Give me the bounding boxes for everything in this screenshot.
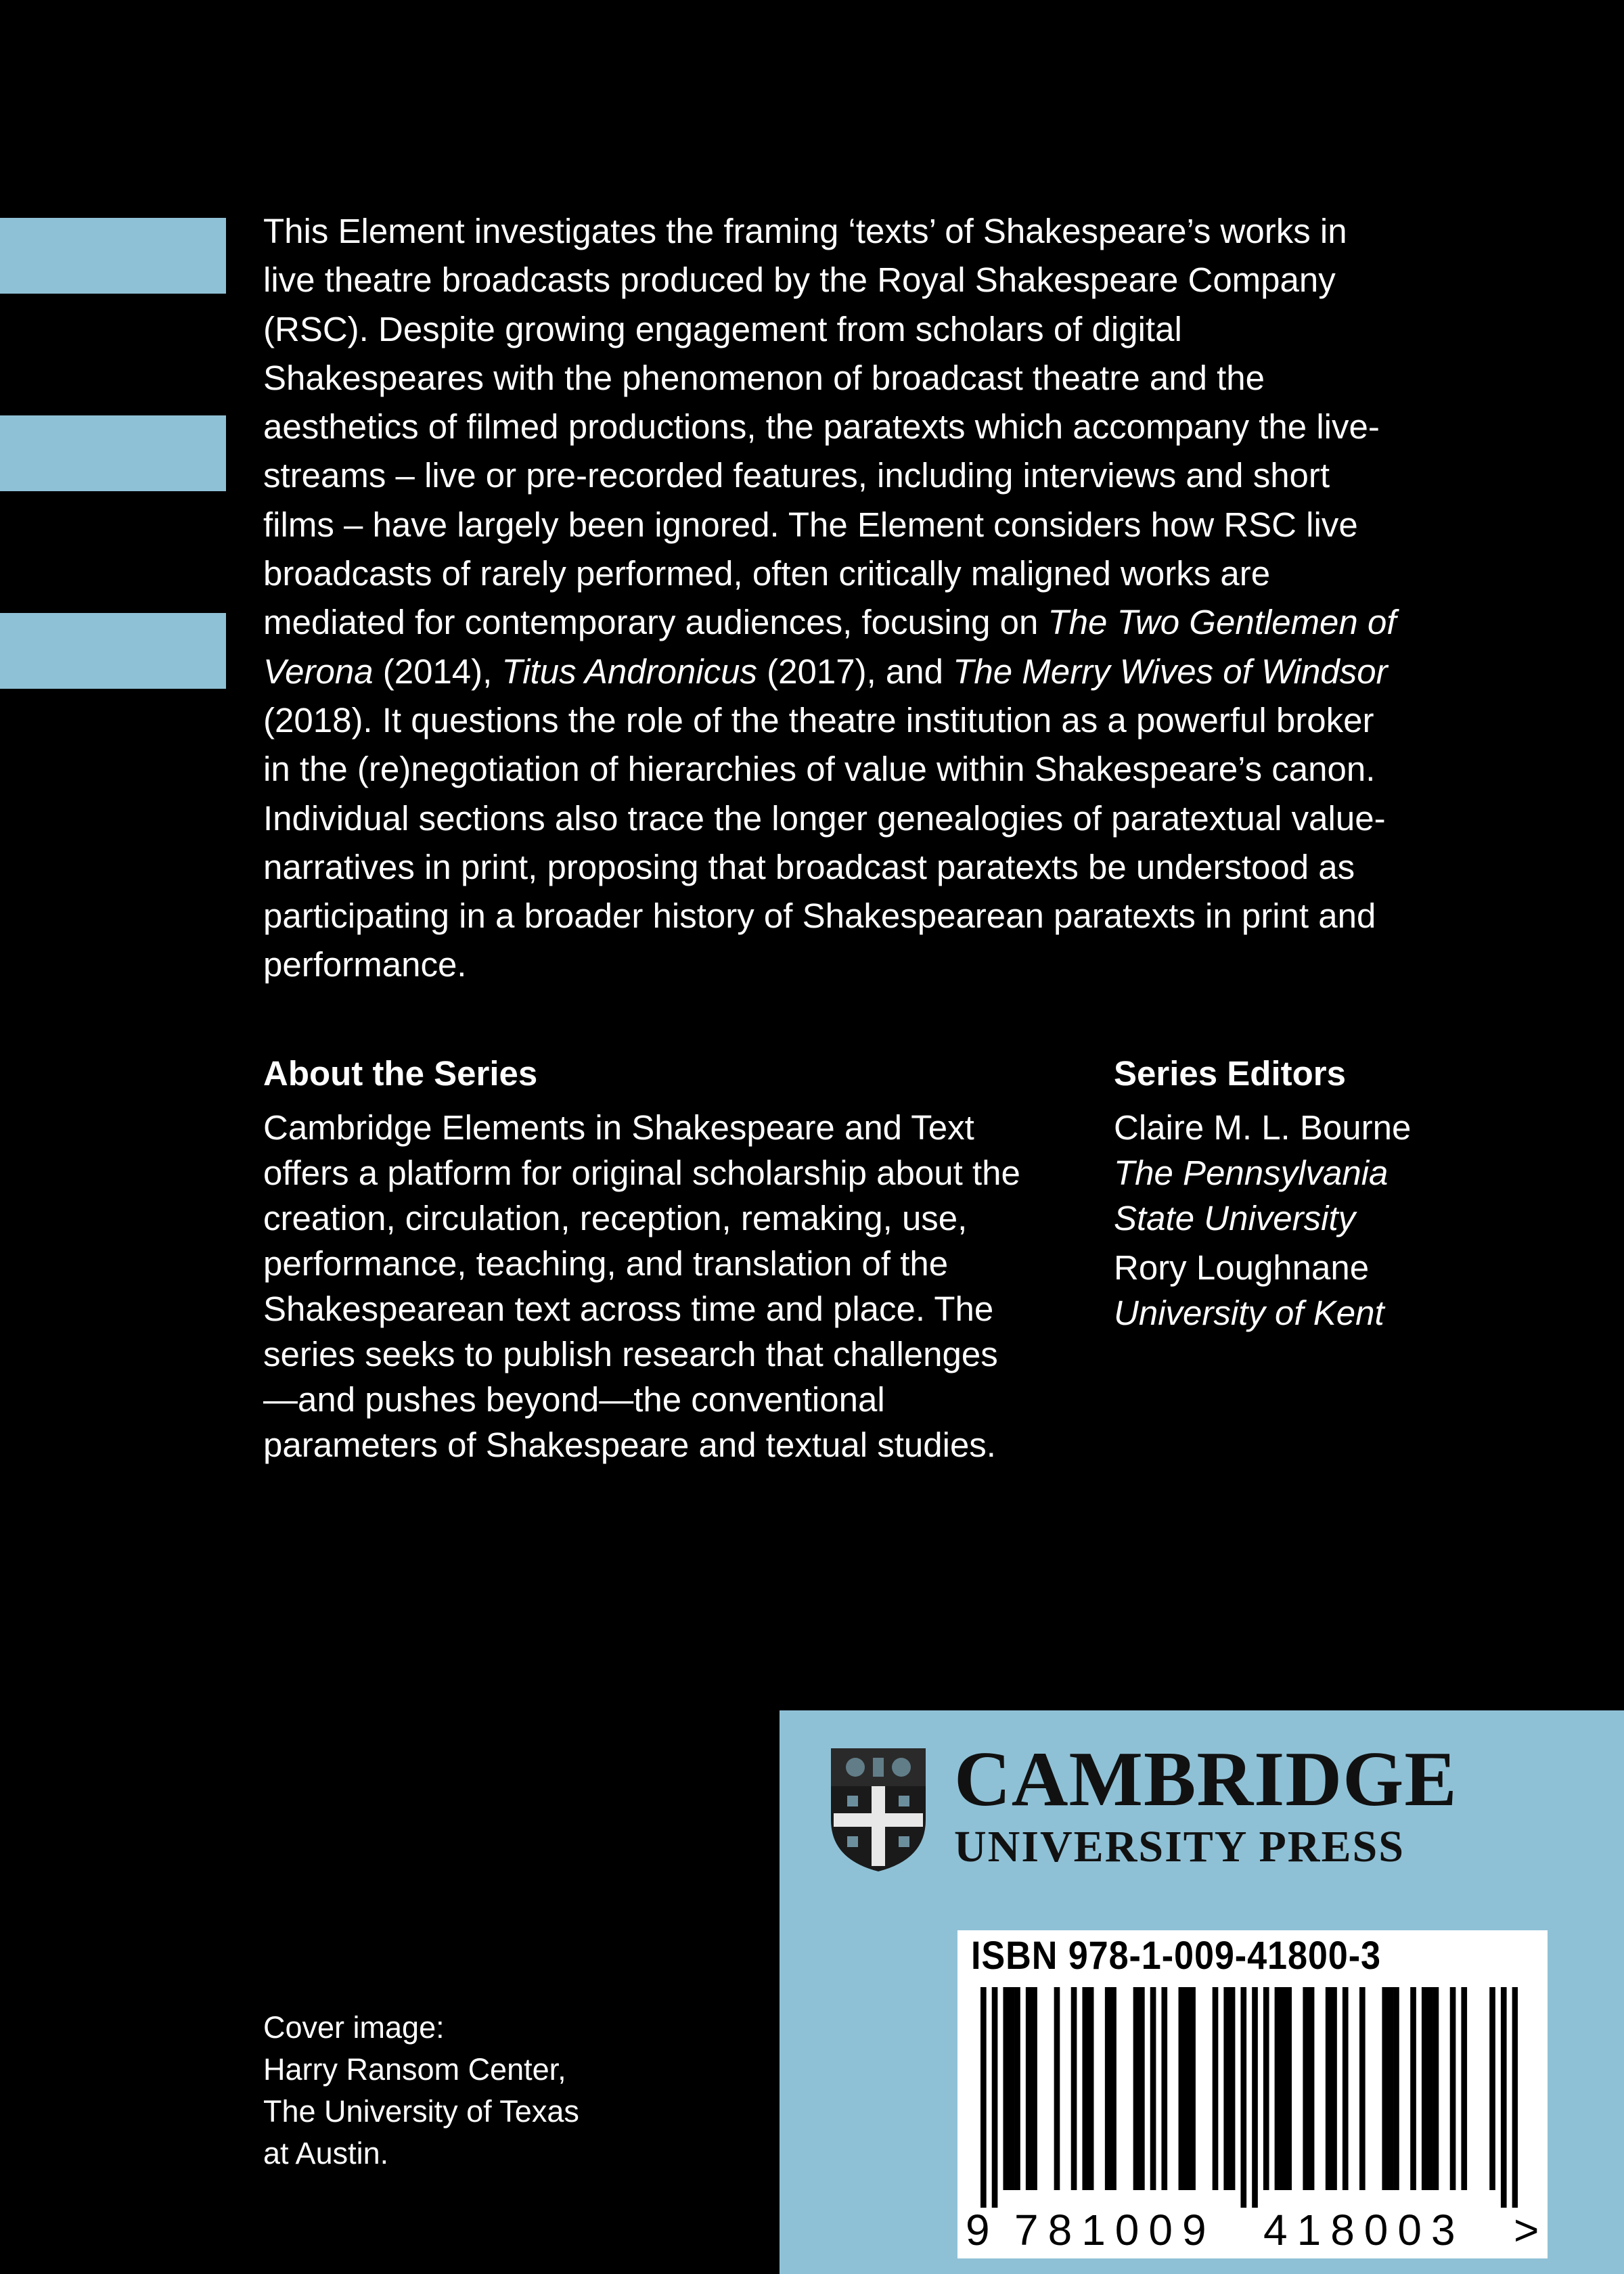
barcode-bar [1388, 1987, 1394, 2190]
editor-affiliation: State University [1114, 1199, 1356, 1237]
barcode-bar [1393, 1987, 1399, 2190]
barcode-bar [1326, 1987, 1332, 2190]
ean-quiet-marker: > [1514, 2206, 1539, 2254]
barcode-bar [1427, 1987, 1433, 2190]
barcode-bar [1054, 1987, 1060, 2190]
barcode-bar [1382, 1987, 1388, 2190]
editor-entry [1114, 1105, 1601, 1241]
barcode-bar [1303, 1987, 1309, 2190]
editor-affiliation: The Pennsylvania [1114, 1154, 1389, 1192]
barcode-bar [1223, 1987, 1230, 2190]
barcode-bar [992, 1987, 998, 2208]
barcode-bar [1461, 1987, 1467, 2190]
barcode-bar [1071, 1987, 1077, 2190]
book-description [263, 207, 1407, 990]
barcode-bar [1422, 1987, 1428, 2190]
blurb-text-3: (2017), and [757, 652, 953, 691]
about-series-heading: About the Series [263, 1054, 538, 1093]
cambridge-crest-icon [828, 1746, 928, 1873]
about-series-body: Cambridge Elements in Shakespeare and Text offers a platform for original scholarship about the creation, circulation, reception, remaking, use, performance, teaching, and translation of the Shakespearean text across time and place. The series seeks to publish research that challenges—and pushes beyond—the conventional parameters of Shakespeare and textual studies. [263, 1108, 1020, 1464]
barcode-bar [1410, 1987, 1416, 2190]
barcode-bar [1184, 1987, 1190, 2190]
barcode-bar [1088, 1987, 1094, 2190]
barcode-bar [1190, 1987, 1196, 2190]
barcode-bar [1150, 1987, 1156, 2190]
barcode-bar [1433, 1987, 1439, 2190]
cover-image-credit [263, 2007, 683, 2175]
blurb-text-4: (2018). It questions the role of the theatre institution as a powerful broker in the (re)negotiation of hierarchies of value within Shakespeare’s canon. Individual sections also trace the longer genealogies of paratextual value-narratives in print, proposing that broadcast paratexts be understood as participating in a broader history of Shakespearean paratexts in print and performance. [263, 700, 1386, 984]
credit-line: at Austin. [263, 2136, 389, 2170]
editor-affiliation: University of Kent [1114, 1294, 1384, 1332]
barcode-bar [1213, 1987, 1219, 2190]
barcode-bar [1309, 1987, 1315, 2190]
barcode-bar [1280, 1987, 1286, 2190]
barcode-bar [1240, 1987, 1246, 2208]
barcode-bar [980, 1987, 987, 2208]
blurb-text-1: This Element investigates the framing ‘texts’ of Shakespeare’s works in live theatre broadcasts produced by the Royal Shakespeare Company (RSC). Despite growing engagement from scholars of digital Shakespeares with the phenomenon of broadcast theatre and the aesthetics of filmed productions, the paratexts which accompany the live-streams – live or pre-recorded features, including interviews and short films – have largely been ignored. The Element considers how RSC live broadcasts of rarely performed, often critically maligned works are mediated for contemporary audiences, focusing on [263, 212, 1380, 642]
barcode-bar [1252, 1987, 1258, 2208]
barcode-bar [1133, 1987, 1140, 2190]
barcode-bar [1003, 1987, 1009, 2190]
barcode-bar [1286, 1987, 1292, 2190]
barcode-bar [1031, 1987, 1037, 2190]
barcode-bar [1110, 1987, 1116, 2190]
blurb-text-2: (2014), [373, 652, 502, 691]
barcode-bar [1009, 1987, 1015, 2190]
editor-name: Rory Loughnane [1114, 1248, 1370, 1287]
series-editors-heading: Series Editors [1114, 1054, 1346, 1093]
blurb-title-merry-wives: The Merry Wives of Windsor [953, 652, 1388, 691]
accent-bar-top [0, 218, 226, 294]
credit-line: The University of Texas [263, 2094, 579, 2129]
barcode-bar [1026, 1987, 1032, 2190]
barcode-bars [980, 1987, 1518, 2208]
publisher-name [954, 1737, 1458, 1873]
ean-right-group: 418003 [1263, 2206, 1465, 2254]
credit-line: Cover image: [263, 2010, 445, 2045]
editor-name: Claire M. L. Bourne [1114, 1108, 1412, 1147]
ean-left-group: 781009 [1014, 2206, 1216, 2254]
barcode-bar [1263, 1987, 1269, 2190]
publisher-name-line2: UNIVERSITY PRESS [954, 1822, 1405, 1871]
barcode-bar [1450, 1987, 1456, 2190]
barcode-bar [1179, 1987, 1185, 2190]
barcode-bar [1082, 1987, 1088, 2190]
barcode-bar [1105, 1987, 1111, 2190]
barcode-bar [1359, 1987, 1366, 2190]
barcode-bar [1161, 1987, 1167, 2190]
ean-lead-digit: 9 [966, 2206, 990, 2254]
barcode-bar [1343, 1987, 1349, 2190]
barcode-bar [1512, 1987, 1518, 2208]
blurb-title-titus: Titus Andronicus [501, 652, 757, 691]
barcode-bar [1275, 1987, 1281, 2190]
publisher-panel [780, 1710, 1624, 2274]
barcode-bar [1230, 1987, 1236, 2190]
publisher-name-line1: CAMBRIDGE [954, 1736, 1458, 1823]
isbn-barcode [957, 1930, 1548, 2258]
blurb-title-two-gentlemen: The Two Gentlemen of Verona [263, 603, 1397, 691]
barcode-bar [1501, 1987, 1507, 2208]
accent-bar-bottom [0, 613, 226, 689]
series-editors-list [1114, 1105, 1601, 1340]
barcode-bar [1489, 1987, 1495, 2190]
credit-line: Harry Ransom Center, [263, 2052, 566, 2087]
barcode-bar [1014, 1987, 1020, 2190]
accent-bar-middle [0, 415, 226, 491]
editor-entry [1114, 1245, 1601, 1336]
barcode-bar [1139, 1987, 1145, 2190]
isbn-label: ISBN 978-1-009-41800-3 [971, 1934, 1381, 1978]
barcode-bar [1331, 1987, 1337, 2190]
